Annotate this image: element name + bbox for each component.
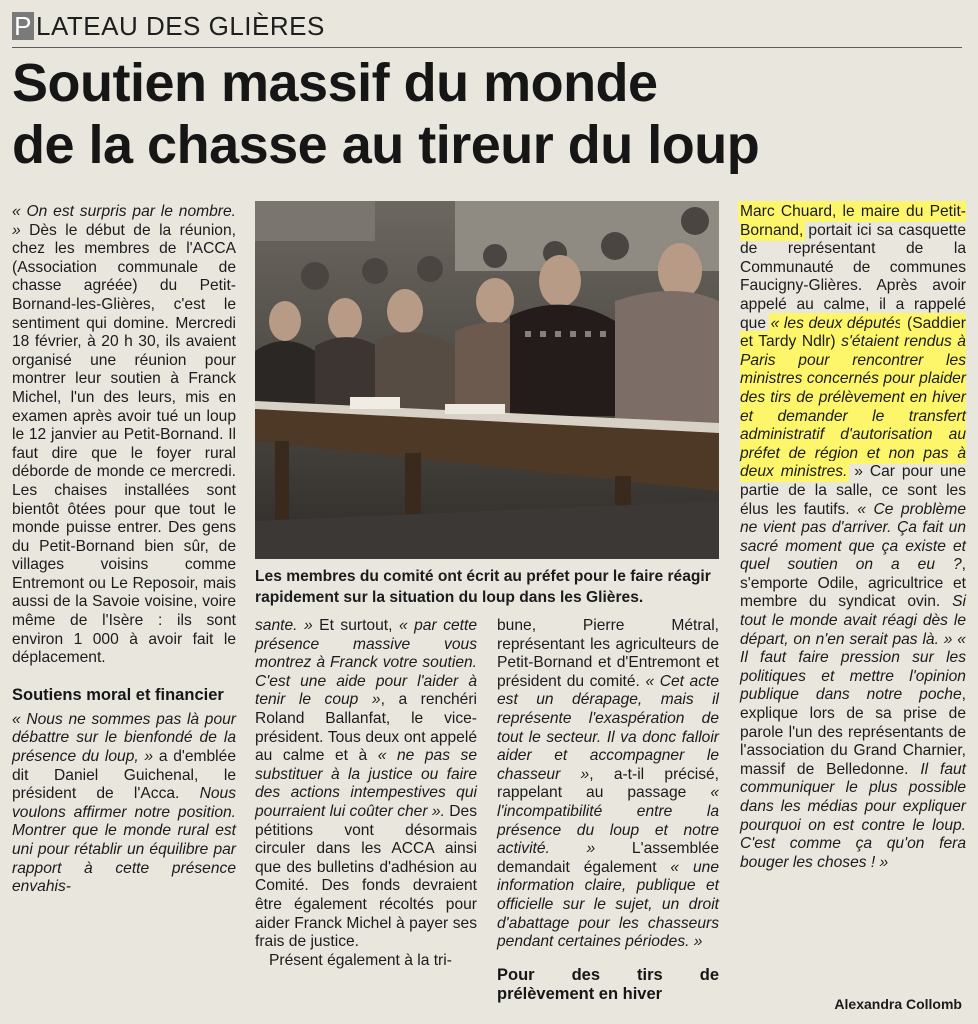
- article-column-1: [12, 203, 236, 1018]
- paragraph: [497, 617, 719, 952]
- text: , s'emporte Odile, agricultrice et membre du syndicat ovin.: [740, 556, 966, 611]
- photo-caption: Les membres du comité ont écrit au préfet pour le faire réagir rapidement sur la situation du loup dans les Glières.: [255, 568, 711, 606]
- article-column-2: [255, 617, 477, 1012]
- quote: « Ce problème ne vient pas d'arriver. Ça fait un sacré moment que ça existe et quel soutien on a eu ?: [740, 500, 966, 574]
- text: , a-t-il précisé, rappelant au passage: [497, 765, 720, 802]
- quote: Si tout le monde avait réagi dès le départ, on n'en serait pas là. »: [740, 593, 966, 648]
- quote: « Nous ne sommes pas là pour débattre sur le bienfondé de la présence du loup, »: [12, 710, 236, 766]
- article-headline: [12, 52, 967, 176]
- paragraph: [12, 203, 236, 668]
- text: Dès le début de la réunion, chez les membres de l'ACCA (Association communale de chasse agréée) du Petit-Bornand-les-Glières, c'est le sentiment qui domine. Mercredi 18 février, à 20 h 30, ils avaient organisé une réunion pour montrer leur soutien à Franck Michel, l'un des leurs, mis en examen après avoir tué un loup le 12 janvier au Petit-Bornand. Il faut dire que le foyer rural déborde de monde ce mercredi. Les chaises installées sont bientôt ôtées pour que tout le monde puisse entrer. Des gens du Petit-Bornand bien sûr, de villages voisins comme Entremont ou Le Reposoir, mais aussi de la Savoie voisine, voire même de l'Isère : ils sont environ 1 000 à avoir fait le déplacement.: [12, 221, 236, 667]
- headline-line-2: de la chasse au tireur du loup: [12, 115, 760, 175]
- paragraph: [12, 711, 236, 897]
- text: , a renchéri Roland Ballanfat, le vice-président. Tous deux ont appelé au calme et à: [255, 691, 477, 765]
- article-column-4: [740, 203, 966, 993]
- kicker-text: LATEAU DES GLIÈRES: [36, 11, 325, 41]
- paragraph: Présent également à la tri-: [269, 951, 452, 969]
- quote: « Cet acte est un dérapage, mais il représente l'exaspération de tout le secteur. Il va donc falloir aider et accompagner le chasseur »: [497, 672, 719, 783]
- text: bune, Pierre Métral, représentant les agriculteurs de Petit-Bornand et d'Entremont et président du comité.: [497, 617, 719, 690]
- meeting-photo: [255, 201, 719, 559]
- text: Et surtout,: [312, 617, 399, 634]
- highlighted-quote: s'étaient rendus à Paris pour rencontrer les ministres concernés pour plaider des tirs de prélèvement en hiver et demander le transfert administratif d'autorisation au préfet de région et non pas à deux ministres.: [740, 333, 966, 481]
- kicker-initial: P: [12, 12, 34, 40]
- photo-illustration: [255, 201, 719, 559]
- headline-line-1: Soutien massif du monde: [12, 53, 658, 113]
- text: » Car pour une partie de la salle, ce sont les élus les fautifs.: [740, 463, 966, 518]
- subheading-soutiens: Soutiens moral et financier: [12, 685, 224, 704]
- highlighted-text: Marc Chuard, le maire du Petit-Bornand,: [740, 203, 966, 239]
- paragraph: [740, 203, 966, 872]
- quote: « une information claire, publique et officielle sur le sujet, un droit d'abattage pour les chasseurs pendant certaines périodes. »: [497, 858, 719, 951]
- quote: « par cette présence massive vous montrez à Franck votre soutien. C'est une aide pour l'aider à tenir le coup »: [255, 617, 477, 709]
- quote: Nous voulons affirmer notre position. Montrer que le monde rural est uni pour rétablir un équilibre par rapport à cette présence envahis-: [12, 785, 236, 896]
- text: Des pétitions vont désormais circuler dans les ACCA ainsi que des bulletins d'adhésion au Comité. Des fonds devraient être également récoltés pour aider Franck Michel à payer ses frais de justice.: [255, 802, 477, 951]
- author-signature: Alexandra Collomb: [834, 996, 962, 1012]
- paragraph: [255, 617, 477, 952]
- section-kicker: [12, 10, 962, 48]
- highlighted-text: (Saddier et Tardy Ndlr): [740, 314, 966, 351]
- quote: « l'incompatibilité entre la présence du loup et notre activité. »: [497, 784, 719, 858]
- text: a d'emblée dit Daniel Guichenal, le président de l'Acca.: [12, 748, 236, 803]
- quote: Il faut communiquer le plus possible dans les médias pour expliquer pourquoi on est contre le loup. C'est comme ça qu'on fera bouger les choses ! »: [740, 760, 967, 871]
- quote: « Il faut faire pression sur les politiques et mettre l'opinion publique dans notre poche: [740, 630, 966, 704]
- quote: « ne pas se substituer à la justice ou faire des actions intempestives qui pourraient lui coûter cher ».: [255, 747, 477, 820]
- highlighted-quote: « les deux députés: [770, 314, 903, 332]
- article-column-3: [497, 617, 719, 1012]
- quote: « On est surpris par le nombre. »: [12, 203, 236, 239]
- text: , explique lors de sa prise de parole l'un des représentants de l'association du Grand Charnier, massif de Belledonne.: [740, 686, 966, 778]
- text: L'assemblée demandait également: [497, 840, 719, 876]
- quote: sante. »: [255, 617, 313, 634]
- subheading-tirs: Pour des tirs de prélèvement en hiver: [497, 965, 719, 1003]
- text: portait ici sa casquette de représentant de la Communauté de communes Faucigny-Glières. Après avoir appelé au calme, il a rappelé que: [740, 221, 966, 332]
